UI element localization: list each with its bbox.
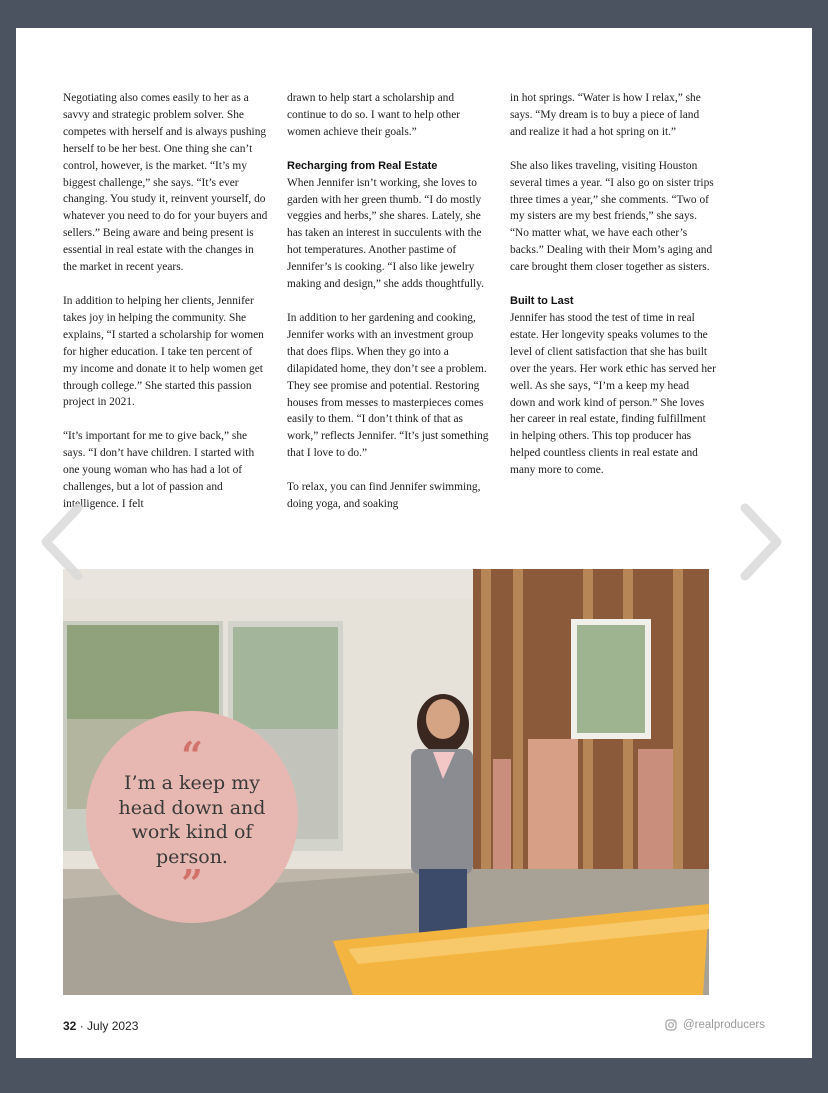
paragraph: in hot springs. “Water is how I relax,” she says. “My dream is to buy a piece of land and realize it had a hot spring on it.”: [510, 92, 701, 138]
instagram-icon: [665, 1019, 677, 1031]
separator: ·: [76, 1019, 88, 1033]
page-number: 32: [63, 1019, 77, 1033]
section-heading: Recharging from Real Estate: [287, 159, 438, 172]
article-column-1: [63, 90, 269, 530]
social-handle: [665, 1019, 765, 1031]
paragraph: To relax, you can find Jennifer swimming, doing yoga, and soaking: [287, 481, 481, 511]
page-footer: [63, 1019, 138, 1033]
paragraph: When Jennifer isn’t working, she loves to garden with her green thumb. “I do mostly veggies and herbs,” she shares. Lately, she has taken an interest in succulents with the hot temperatures. Another pastime of Jennifer’s is cooking. “I also like jewelry making and design,” she adds thoughtfully.: [287, 176, 484, 291]
pull-quote-text: I’m a keep my head down and work kind of person.: [118, 772, 266, 868]
next-page-button[interactable]: [735, 500, 789, 590]
handle-text: @realproducers: [683, 1019, 765, 1031]
paragraph: In addition to helping her clients, Jennifer takes joy in helping the community. She explains, “I started a scholarship for women for higher education. I take ten percent of my income and donate it to help women get through college.” She started this passion project in 2021.: [63, 294, 264, 409]
issue-date: July 2023: [87, 1019, 139, 1033]
paragraph: In addition to her gardening and cooking, Jennifer works with an investment group that does flips. When they go into a dilapidated home, they don’t see a problem. They see promise and potential. Restoring houses from messes to masterpieces comes easily to them. “I don’t think of that as work,” reflects Jennifer. “It’s just something that I love to do.”: [287, 311, 489, 460]
close-quote-icon: ”: [181, 861, 203, 906]
chevron-left-icon: [36, 500, 90, 590]
section-heading: Built to Last: [510, 295, 574, 308]
pull-quote: [86, 711, 298, 923]
previous-page-button[interactable]: [36, 500, 90, 590]
paragraph: drawn to help start a scholarship and continue to do so. I want to help other women achieve their goals.”: [287, 92, 461, 138]
paragraph: Negotiating also comes easily to her as a savvy and strategic problem solver. She competes with herself and is always pushing herself to be her best. One thing she can’t control, however, is the market. “It’s my biggest challenge,” she says. “It’s ever changing. You study it, reinvent yourself, do whatever you need to do for your buyers and sellers.” Being aware and being present is essential in real estate with the changes in the market in recent years.: [63, 92, 268, 274]
paragraph: “It’s important for me to give back,” she says. “I don’t have children. I started with one young woman who has had a lot of challenges, but a lot of passion and intelligence. I felt: [63, 430, 255, 510]
magazine-page: [16, 28, 812, 1058]
open-quote-icon: “: [181, 733, 203, 778]
paragraph: Jennifer has stood the test of time in real estate. Her longevity speaks volumes to the level of client satisfaction that she has built over the years. Her work ethic has served her well. As she says, “I’m a keep my head down and work kind of person.” She loves her career in real estate, finding fulfillment in helping others. This top producer has helped countless clients in real estate and many more to come.: [510, 311, 716, 477]
article-column-3: [510, 90, 716, 496]
paragraph: She also likes traveling, visiting Houston several times a year. “I also go on sister trips three times a year,” she comments. “Two of my sisters are my best friends,” she says. “No matter what, we have each other’s backs.” Dealing with their Mom’s aging and care brought them closer together as sisters.: [510, 159, 714, 274]
chevron-right-icon: [735, 500, 789, 590]
article-column-2: [287, 90, 493, 530]
